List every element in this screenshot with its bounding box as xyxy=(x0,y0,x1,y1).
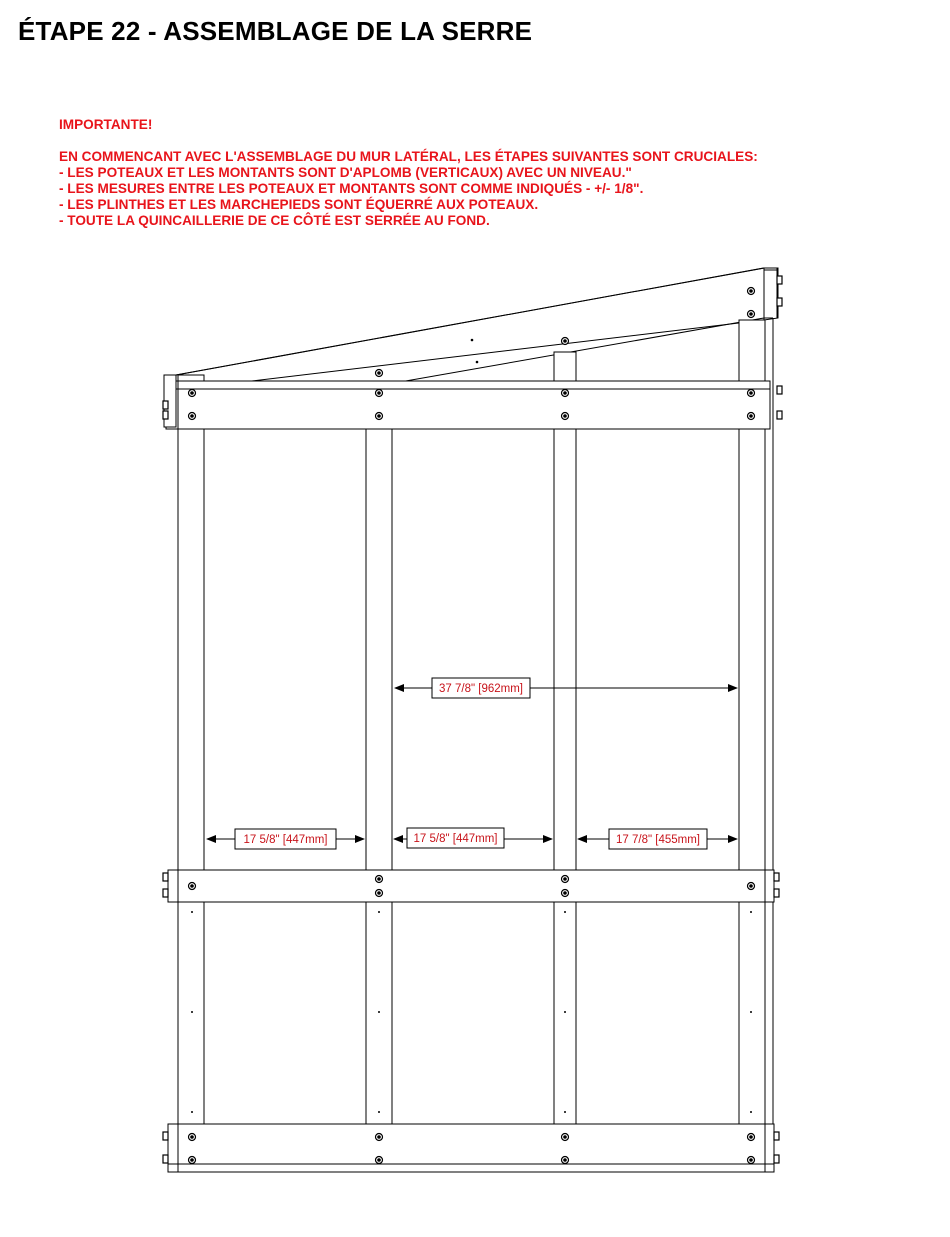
bolt-icon xyxy=(748,311,755,318)
bolt-icon xyxy=(562,1134,569,1141)
bolt-icon xyxy=(748,883,755,890)
bolt-icon xyxy=(189,883,196,890)
bolt-icon xyxy=(562,1157,569,1164)
sloped-rafter xyxy=(176,268,778,390)
bolt-icon xyxy=(189,1134,196,1141)
bolt-icon xyxy=(562,390,569,397)
bolt-icon xyxy=(376,390,383,397)
bolt-icon xyxy=(748,1157,755,1164)
dimension-top-span: 37 7/8" [962mm] xyxy=(439,683,523,695)
notes-item: - TOUTE LA QUINCAILLERIE DE CE CÔTÉ EST SERRÉE AU FOND. xyxy=(59,213,490,228)
bolt-icon xyxy=(562,413,569,420)
bolt-icon xyxy=(562,338,569,345)
post-left xyxy=(178,375,204,1155)
dimension-left-span: 17 5/8" [447mm] xyxy=(243,834,328,846)
bolt-icon xyxy=(189,390,196,397)
bottom-rail xyxy=(168,1124,774,1172)
bolt-icon xyxy=(748,288,755,295)
dimension-right-span: 17 7/8" [455mm] xyxy=(616,834,700,846)
bolt-icon xyxy=(376,1134,383,1141)
notes-item: - LES PLINTHES ET LES MARCHEPIEDS SONT ÉQUERRÉ AUX POTEAUX. xyxy=(59,197,539,212)
dimension-labels xyxy=(235,678,707,849)
bolt-icon xyxy=(562,890,569,897)
notes-intro: EN COMMENCANT AVEC L'ASSEMBLAGE DU MUR LATÉRAL, LES ÉTAPES SUIVANTES SONT CRUCIALES: xyxy=(59,149,758,164)
bolt-icon xyxy=(376,876,383,883)
bolt-icon xyxy=(376,413,383,420)
dimension-middle-span: 17 5/8" [447mm] xyxy=(413,833,498,845)
bolt-icon xyxy=(376,1157,383,1164)
stud-1 xyxy=(366,425,392,1155)
middle-rail xyxy=(168,870,774,902)
bolt-icon xyxy=(748,413,755,420)
stud-2 xyxy=(554,352,576,1155)
post-right xyxy=(739,320,765,1155)
bolt-icon xyxy=(189,1157,196,1164)
notes-item: - LES POTEAUX ET LES MONTANTS SONT D'APLOMB (VERTICAUX) AVEC UN NIVEAU." xyxy=(59,165,632,180)
dimension-lines xyxy=(207,688,737,839)
notes-heading: IMPORTANTE! xyxy=(59,117,153,132)
posts xyxy=(178,318,773,1165)
bolt-icon xyxy=(376,370,383,377)
bolt-icon xyxy=(748,1134,755,1141)
screw-dots xyxy=(191,339,752,1113)
page-title: ÉTAPE 22 - ASSEMBLAGE DE LA SERRE xyxy=(18,16,533,46)
bolt-icon xyxy=(562,876,569,883)
bolt-icon xyxy=(189,413,196,420)
bolt-icon xyxy=(748,390,755,397)
notes-item: - LES MESURES ENTRE LES POTEAUX ET MONTANTS SONT COMME INDIQUÉS - +/- 1/8". xyxy=(59,181,644,196)
bolt-icon xyxy=(376,890,383,897)
top-rail xyxy=(164,375,770,429)
